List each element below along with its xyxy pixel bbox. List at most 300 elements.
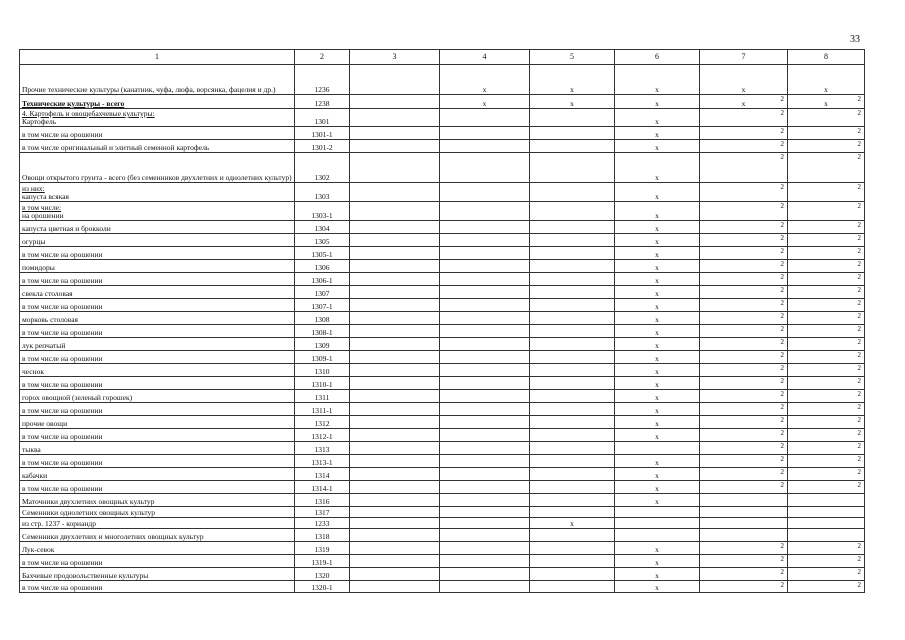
row-code: 1310-1 <box>295 377 350 390</box>
c5-cell <box>530 127 615 140</box>
c4-cell <box>440 494 530 507</box>
col3-cell <box>350 507 440 518</box>
c7-top-value: 2 <box>780 299 784 307</box>
c5-cell <box>530 529 615 542</box>
table-row <box>20 351 865 364</box>
c4-cell <box>440 416 530 429</box>
c7-cell <box>700 494 788 507</box>
c7-top-value: 2 <box>780 153 784 161</box>
c6-cell: x <box>615 127 700 140</box>
c6-cell: x <box>615 494 700 507</box>
c4-cell <box>440 390 530 403</box>
c8-cell <box>788 555 865 568</box>
row-name <box>20 140 295 153</box>
c7-top-value: 2 <box>780 542 784 550</box>
row-name-line: Маточники двухлетних овощных культур <box>22 497 155 506</box>
row-code: 1317 <box>295 507 350 518</box>
c8-cell <box>788 260 865 273</box>
table-row <box>20 260 865 273</box>
c8-top-value: 2 <box>857 581 861 589</box>
row-code: 1238 <box>295 95 350 109</box>
c5-cell <box>530 109 615 127</box>
c7-top-value: 2 <box>780 127 784 135</box>
c8-top-value: 2 <box>857 429 861 437</box>
header-col-6: 6 <box>615 50 700 65</box>
row-code: 1306-1 <box>295 273 350 286</box>
row-code: 1308-1 <box>295 325 350 338</box>
c8-cell <box>788 481 865 494</box>
c4-cell <box>440 568 530 581</box>
c8-cell <box>788 568 865 581</box>
table-row <box>20 202 865 221</box>
c7-cell <box>700 153 788 183</box>
c6-cell: x <box>615 65 700 95</box>
c7-cell <box>700 390 788 403</box>
c5-cell <box>530 338 615 351</box>
table-row <box>20 429 865 442</box>
c5-cell <box>530 312 615 325</box>
c7-top-value: 2 <box>780 403 784 411</box>
col3-cell <box>350 481 440 494</box>
col3-cell <box>350 518 440 529</box>
row-name <box>20 351 295 364</box>
row-name-line: из стр. 1237 - кориандр <box>22 519 96 528</box>
table-row <box>20 65 865 95</box>
row-code: 1319 <box>295 542 350 555</box>
header-col-2: 2 <box>295 50 350 65</box>
col3-cell <box>350 455 440 468</box>
row-name <box>20 202 295 221</box>
row-name-line: прочие овощи <box>22 419 68 428</box>
c4-cell <box>440 127 530 140</box>
row-name-line: в том числе на орошении <box>22 276 103 285</box>
c8-cell <box>788 377 865 390</box>
c6-cell: x <box>615 455 700 468</box>
c8-cell <box>788 403 865 416</box>
row-name-line: тыква <box>22 445 41 454</box>
row-code: 1311 <box>295 390 350 403</box>
c8-top-value: 2 <box>857 416 861 424</box>
row-code: 1309-1 <box>295 351 350 364</box>
table-row <box>20 221 865 234</box>
c5-cell <box>530 377 615 390</box>
table-row <box>20 364 865 377</box>
c6-cell <box>615 518 700 529</box>
c8-cell <box>788 153 865 183</box>
c5-cell: x <box>530 518 615 529</box>
col3-cell <box>350 377 440 390</box>
c8-cell <box>788 65 865 95</box>
c7-top-value: 2 <box>780 183 784 191</box>
c7-cell <box>700 247 788 260</box>
col3-cell <box>350 529 440 542</box>
c7-top-value: 2 <box>780 364 784 372</box>
row-name <box>20 507 295 518</box>
col3-cell <box>350 299 440 312</box>
c5-cell <box>530 494 615 507</box>
c7-cell <box>700 581 788 593</box>
row-name <box>20 390 295 403</box>
row-name-line: свекла столовая <box>22 289 73 298</box>
row-name-line: огурцы <box>22 237 46 246</box>
row-name <box>20 153 295 183</box>
c5-cell <box>530 481 615 494</box>
table-row <box>20 518 865 529</box>
c7-top-value: 2 <box>780 351 784 359</box>
c8-cell <box>788 273 865 286</box>
row-name <box>20 429 295 442</box>
c7-cell <box>700 312 788 325</box>
col3-cell <box>350 390 440 403</box>
c6-cell: x <box>615 325 700 338</box>
c8-top-value: 2 <box>857 481 861 489</box>
table-row <box>20 338 865 351</box>
c8-top-value: 2 <box>857 377 861 385</box>
c7-top-value: 2 <box>780 109 784 117</box>
table-row <box>20 140 865 153</box>
row-code: 1236 <box>295 65 350 95</box>
col3-cell <box>350 581 440 593</box>
row-code: 1319-1 <box>295 555 350 568</box>
crops-table <box>19 49 865 593</box>
c4-cell <box>440 377 530 390</box>
c7-top-value: 2 <box>780 455 784 463</box>
c5-cell <box>530 455 615 468</box>
table-row <box>20 390 865 403</box>
c7-cell <box>700 377 788 390</box>
c8-top-value: 2 <box>857 260 861 268</box>
c8-cell <box>788 507 865 518</box>
c7-top-value: 2 <box>780 312 784 320</box>
col3-cell <box>350 555 440 568</box>
c7-top-value: 2 <box>780 568 784 576</box>
row-code: 1310 <box>295 364 350 377</box>
row-name <box>20 581 295 593</box>
col3-cell <box>350 403 440 416</box>
c8-top-value: 2 <box>857 140 861 148</box>
row-code: 1312-1 <box>295 429 350 442</box>
row-name-line: капуста цветная и брокколи <box>22 224 111 233</box>
row-name-line: в том числе на орошении <box>22 484 103 493</box>
row-name <box>20 468 295 481</box>
c5-cell <box>530 299 615 312</box>
row-name <box>20 568 295 581</box>
c6-cell: x <box>615 299 700 312</box>
c7-cell <box>700 468 788 481</box>
c8-cell <box>788 234 865 247</box>
c7-cell <box>700 65 788 95</box>
row-name <box>20 273 295 286</box>
row-name <box>20 529 295 542</box>
c8-cell <box>788 468 865 481</box>
c7-top-value: 2 <box>780 273 784 281</box>
row-name-line: морковь столовая <box>22 315 78 324</box>
c4-cell <box>440 325 530 338</box>
table-row <box>20 403 865 416</box>
c4-cell <box>440 581 530 593</box>
c8-cell <box>788 221 865 234</box>
c8-cell <box>788 325 865 338</box>
c8-top-value: 2 <box>857 221 861 229</box>
header-col-8: 8 <box>788 50 865 65</box>
c5-cell <box>530 351 615 364</box>
c4-cell <box>440 202 530 221</box>
c4-cell <box>440 455 530 468</box>
c4-cell <box>440 140 530 153</box>
c7-cell <box>700 481 788 494</box>
c7-top-value: 2 <box>780 221 784 229</box>
row-name <box>20 416 295 429</box>
c7-cell <box>700 338 788 351</box>
c8-cell <box>788 202 865 221</box>
row-name-line: Технические культуры - всего <box>22 99 125 108</box>
c7-top-value: 2 <box>780 581 784 589</box>
row-name-line: в том числе на орошении <box>22 583 103 592</box>
table-row <box>20 416 865 429</box>
row-code: 1312 <box>295 416 350 429</box>
c8-top-value: 2 <box>857 109 861 117</box>
row-name-line: на орошении <box>22 211 64 220</box>
c8-cell <box>788 529 865 542</box>
row-name-line: в том числе: <box>22 203 62 212</box>
c4-cell <box>440 507 530 518</box>
col3-cell <box>350 234 440 247</box>
c5-cell: x <box>530 65 615 95</box>
col3-cell <box>350 338 440 351</box>
col3-cell <box>350 140 440 153</box>
c4-cell <box>440 260 530 273</box>
c7-top-value: 2 <box>780 286 784 294</box>
table-row <box>20 325 865 338</box>
c8-top-value: 2 <box>857 542 861 550</box>
row-name <box>20 65 295 95</box>
c8-cell <box>788 390 865 403</box>
c7-top-value: 2 <box>780 325 784 333</box>
c8-top-value: 2 <box>857 364 861 372</box>
c6-cell: x <box>615 555 700 568</box>
c7-value: x <box>741 85 746 94</box>
c6-cell: x <box>615 202 700 221</box>
c5-cell <box>530 555 615 568</box>
c4-cell <box>440 273 530 286</box>
c4-cell <box>440 403 530 416</box>
row-code: 1320 <box>295 568 350 581</box>
table-row <box>20 153 865 183</box>
c6-cell: x <box>615 312 700 325</box>
row-name-line: в том числе на орошении <box>22 328 103 337</box>
c7-top-value: 2 <box>780 442 784 450</box>
row-code: 1304 <box>295 221 350 234</box>
c7-top-value: 2 <box>780 555 784 563</box>
col3-cell <box>350 247 440 260</box>
page-number: 33 <box>850 34 860 45</box>
row-name <box>20 260 295 273</box>
row-name-line: Бахчевые продовольственные культуры <box>22 571 149 580</box>
row-code: 1318 <box>295 529 350 542</box>
c6-cell: x <box>615 183 700 202</box>
c7-cell <box>700 351 788 364</box>
c7-cell <box>700 95 788 109</box>
col3-cell <box>350 468 440 481</box>
c6-cell <box>615 529 700 542</box>
row-name-line: капуста всякая <box>22 192 70 201</box>
c6-cell: x <box>615 140 700 153</box>
c8-cell <box>788 494 865 507</box>
c4-cell <box>440 442 530 455</box>
row-code: 1320-1 <box>295 581 350 593</box>
row-code: 1301 <box>295 109 350 127</box>
c8-top-value: 2 <box>857 312 861 320</box>
c7-top-value: 2 <box>780 429 784 437</box>
row-name-line: Картофель <box>22 117 57 126</box>
row-name-line: кабачки <box>22 471 48 480</box>
c7-top-value: 2 <box>780 481 784 489</box>
row-code: 1305 <box>295 234 350 247</box>
c7-top-value: 2 <box>780 338 784 346</box>
row-name-line: Прочие технические культуры (канатник, чуфа, люфа, ворсянка, фацелия и др.) <box>22 85 276 94</box>
table-row <box>20 312 865 325</box>
c6-cell: x <box>615 286 700 299</box>
c7-cell <box>700 202 788 221</box>
c5-cell <box>530 429 615 442</box>
row-name <box>20 286 295 299</box>
c5-cell <box>530 202 615 221</box>
table-row <box>20 183 865 202</box>
c4-cell <box>440 109 530 127</box>
col3-cell <box>350 153 440 183</box>
col3-cell <box>350 183 440 202</box>
c6-cell: x <box>615 338 700 351</box>
row-name <box>20 109 295 127</box>
header-col-4: 4 <box>440 50 530 65</box>
c4-cell <box>440 555 530 568</box>
c8-top-value: 2 <box>857 234 861 242</box>
row-name <box>20 95 295 109</box>
c8-value: x <box>824 99 828 108</box>
c7-cell <box>700 325 788 338</box>
col3-cell <box>350 364 440 377</box>
row-name-line: в том числе на орошении <box>22 250 103 259</box>
c8-cell <box>788 247 865 260</box>
c7-cell <box>700 518 788 529</box>
c5-cell <box>530 260 615 273</box>
c7-top-value: 2 <box>780 202 784 210</box>
c6-cell: x <box>615 468 700 481</box>
col3-cell <box>350 429 440 442</box>
col3-cell <box>350 286 440 299</box>
c8-cell <box>788 183 865 202</box>
row-name-line: Семенники однолетних овощных культур <box>22 508 156 517</box>
c7-top-value: 2 <box>780 416 784 424</box>
c5-cell <box>530 403 615 416</box>
table-row <box>20 377 865 390</box>
c7-cell <box>700 542 788 555</box>
c8-top-value: 2 <box>857 153 861 161</box>
c8-top-value: 2 <box>857 555 861 563</box>
c5-cell <box>530 364 615 377</box>
row-name <box>20 442 295 455</box>
table-row <box>20 286 865 299</box>
c5-cell <box>530 153 615 183</box>
c7-top-value: 2 <box>780 247 784 255</box>
row-code: 1309 <box>295 338 350 351</box>
c8-cell <box>788 95 865 109</box>
table-row <box>20 455 865 468</box>
c8-cell <box>788 312 865 325</box>
c5-cell <box>530 140 615 153</box>
c7-cell <box>700 127 788 140</box>
c6-cell: x <box>615 247 700 260</box>
c6-cell: x <box>615 568 700 581</box>
row-code: 1311-1 <box>295 403 350 416</box>
header-col-1: 1 <box>20 50 295 65</box>
c6-cell: x <box>615 429 700 442</box>
header-col-3: 3 <box>350 50 440 65</box>
c8-value: x <box>824 85 828 94</box>
row-code: 1308 <box>295 312 350 325</box>
row-name <box>20 494 295 507</box>
table-row <box>20 299 865 312</box>
row-name <box>20 234 295 247</box>
col3-cell <box>350 127 440 140</box>
c8-cell <box>788 429 865 442</box>
c7-cell <box>700 529 788 542</box>
c8-top-value: 2 <box>857 325 861 333</box>
c8-cell <box>788 127 865 140</box>
c5-cell <box>530 581 615 593</box>
c8-cell <box>788 416 865 429</box>
c7-cell <box>700 299 788 312</box>
c7-cell <box>700 403 788 416</box>
c7-top-value: 2 <box>780 390 784 398</box>
row-code: 1233 <box>295 518 350 529</box>
table-row <box>20 247 865 260</box>
header-row <box>20 50 865 65</box>
c6-cell: x <box>615 377 700 390</box>
table-row <box>20 234 865 247</box>
c5-cell <box>530 183 615 202</box>
row-name <box>20 377 295 390</box>
table-row <box>20 127 865 140</box>
c5-cell <box>530 568 615 581</box>
c8-cell <box>788 364 865 377</box>
row-name <box>20 127 295 140</box>
row-name-line: лук репчатый <box>22 341 66 350</box>
c7-cell <box>700 429 788 442</box>
c4-cell <box>440 364 530 377</box>
c6-cell: x <box>615 364 700 377</box>
c4-cell <box>440 481 530 494</box>
c8-cell <box>788 140 865 153</box>
c6-cell: x <box>615 351 700 364</box>
c8-top-value: 2 <box>857 403 861 411</box>
c8-cell <box>788 351 865 364</box>
c7-top-value: 2 <box>780 377 784 385</box>
c5-cell <box>530 507 615 518</box>
c7-cell <box>700 364 788 377</box>
c4-cell <box>440 312 530 325</box>
row-code: 1313 <box>295 442 350 455</box>
c8-top-value: 2 <box>857 455 861 463</box>
c4-cell <box>440 299 530 312</box>
c4-cell <box>440 429 530 442</box>
c7-top-value: 2 <box>780 140 784 148</box>
row-name-line: в том числе на орошении <box>22 354 103 363</box>
row-code: 1306 <box>295 260 350 273</box>
col3-cell <box>350 568 440 581</box>
c6-cell: x <box>615 260 700 273</box>
header-col-7: 7 <box>700 50 788 65</box>
